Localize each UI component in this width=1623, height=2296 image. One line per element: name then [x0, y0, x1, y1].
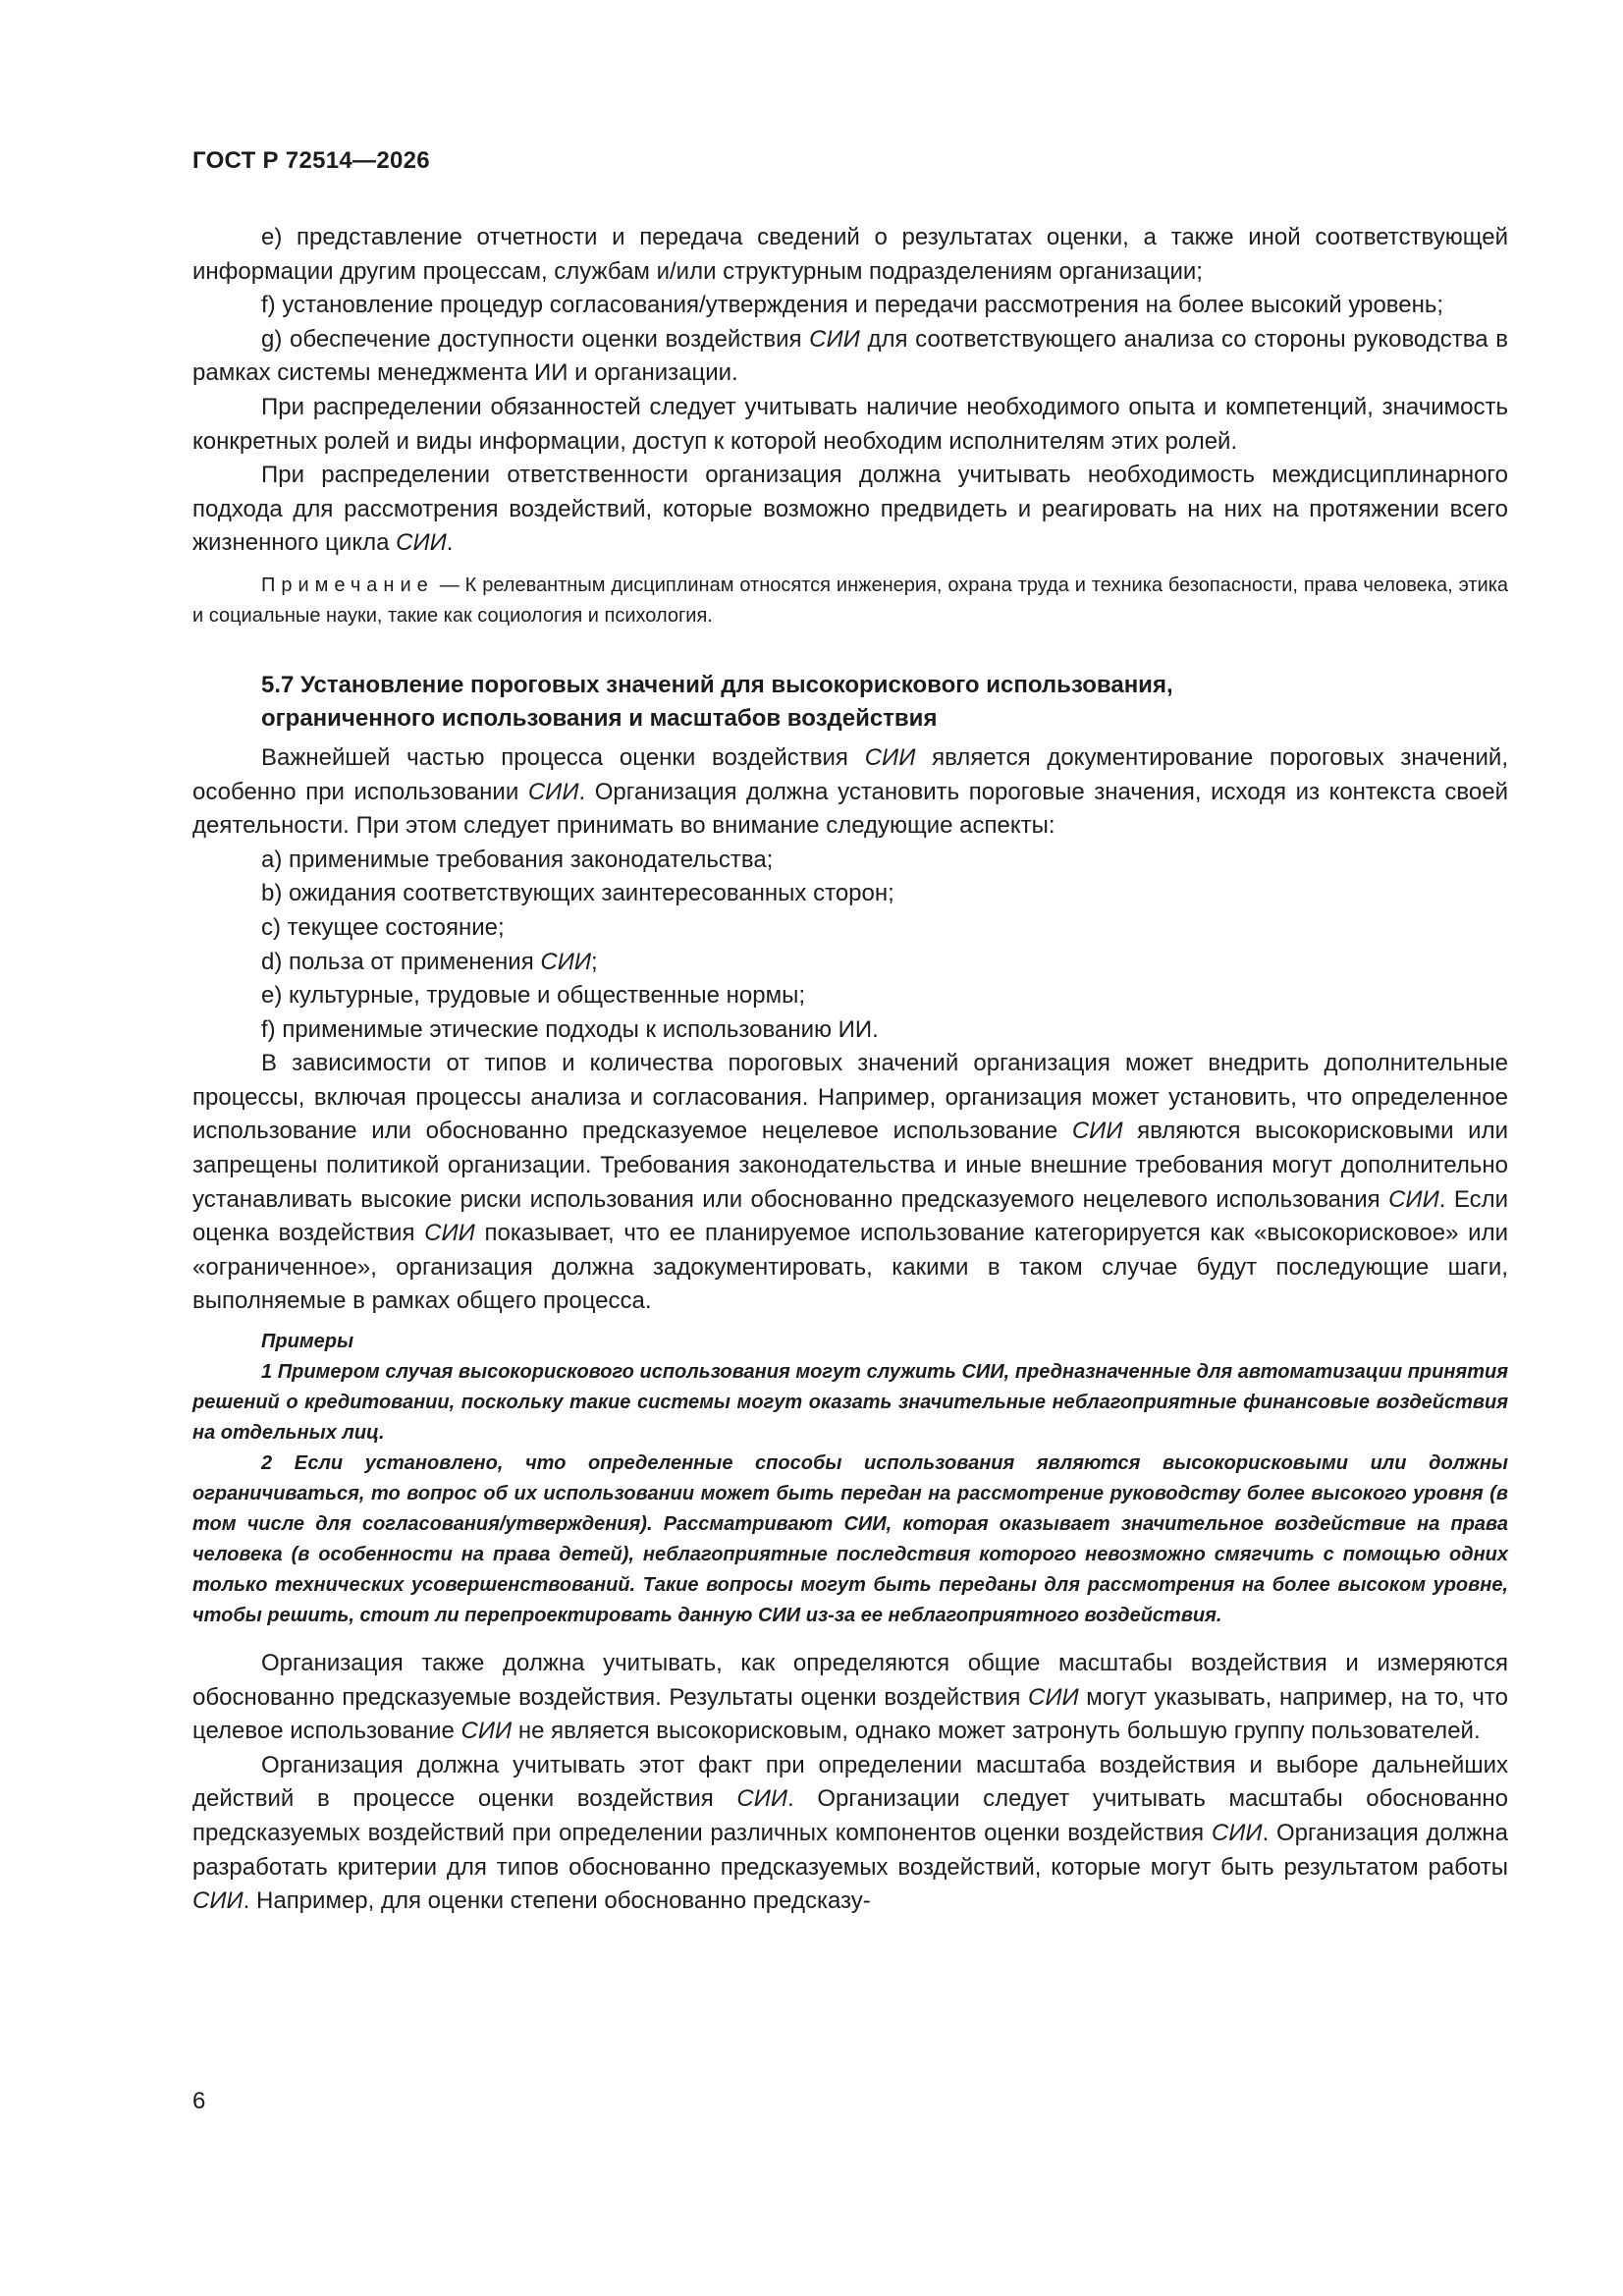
list-item-f: f) установление процедур согласования/утверждения и передачи рассмотрения на более высокий уровень; — [261, 292, 1444, 319]
aspect-f: f) применимые этические подходы к использованию ИИ. — [261, 1015, 879, 1043]
note-block — [192, 571, 1508, 631]
paragraph-scale: Организация также должна учитывать, как определяются общие масштабы воздействия и измеряются обоснованно предсказуемые воздействия. Результаты оценки воздействия СИИ могут указывать, например, на то, что целевое использование СИИ не является высокорисковым, однако может затронуть большую группу пользователей. — [192, 1650, 1508, 1745]
paragraph-duties: При распределении обязанностей следует учитывать наличие необходимого опыта и компетенций, значимость конкретных ролей и виды информации, доступ к которой необходим исполнителям этих ролей. — [192, 393, 1508, 455]
page-content — [192, 221, 1508, 1919]
document-header: ГОСТ Р 72514—2026 — [192, 147, 430, 174]
section-heading: 5.7 Установление пороговых значений для высокорискового использования, ограниченного использования и масштабов воздействия — [261, 671, 1173, 732]
paragraph-threshold-types: В зависимости от типов и количества пороговых значений организация может внедрить дополнительные процессы, включая процессы анализа и согласования. Например, организация может установить, что определенное использование или обоснованно предсказуемое нецелевое использование СИИ являются высокорисковыми или запрещены политикой организации. Требования законодательства и иные внешние требования могут дополнительно устанавливать высокие риски использования или обоснованно предсказуемого нецелевого использования СИИ. Если оценка воздействия СИИ показывает, что ее планируемое использование категорируется как «высокорисковое» или «ограниченное», организация должна задокументировать, какими в таком случае будут последующие шаги, выполняемые в рамках общего процесса. — [192, 1050, 1508, 1315]
note-text: — К релевантным дисциплинам относятся инженерия, охрана труда и техника безопасности, права человека, этика и социальные науки, такие как социология и психология. — [192, 574, 1508, 627]
page-number: 6 — [192, 2088, 206, 2114]
aspect-e: e) культурные, трудовые и общественные нормы; — [261, 982, 806, 1010]
aspect-a: a) применимые требования законодательства; — [261, 846, 774, 873]
example-2: 2 Если установлено, что определенные способы использования являются высокорисковыми или должны ограничиваться, то вопрос об их использовании может быть передан на рассмотрение руководству более высокого уровня (в том числе для согласования/утверждения). Рассматривают СИИ, которая оказывает значительное воздействие на права человека (в особенности на права детей), неблагоприятные последствия которого невозможно смягчить с помощью одних только технических усовершенствований. Такие вопросы могут быть переданы для рассмотрения на более высоком уровне, чтобы решить, стоит ли перепроектировать данную СИИ из-за ее неблагоприятного воздействия. — [192, 1452, 1508, 1627]
aspect-c: c) текущее состояние; — [261, 913, 505, 941]
aspect-d: d) польза от применения СИИ; — [261, 948, 598, 975]
paragraph-thresholds: Важнейшей частью процесса оценки воздействия СИИ является документирование пороговых значений, особенно при использовании СИИ. Организация должна установить пороговые значения, исходя из контекста своей деятельности. При этом следует принимать во внимание следующие аспекты: — [192, 743, 1509, 840]
paragraph-fact: Организация должна учитывать этот факт при определении масштаба воздействия и выборе дальнейших действий в процессе оценки воздействия СИИ. Организации следует учитывать масштабы обоснованно предсказуемых воздействий при определении различных компонентов оценки воздействия СИИ. Организация должна разработать критерии для типов обоснованно предсказуемых воздействий, которые могут быть результатом работы СИИ. Например, для оценки степени обоснованно предсказу- — [192, 1751, 1508, 1915]
note-label: Примечание — [261, 574, 434, 596]
examples-heading: Примеры — [261, 1331, 354, 1353]
list-item-g: g) обеспечение доступности оценки воздействия СИИ для соответствующего анализа со стороны руководства в рамках системы менеджмента ИИ и организации. — [192, 325, 1508, 387]
aspect-b: b) ожидания соответствующих заинтересованных сторон; — [261, 880, 894, 907]
section-number: 5.7 — [261, 671, 295, 698]
list-item-e: e) представление отчетности и передача сведений о результатах оценки, а также иной соответствующей информации другим процессам, службам и/или структурным подразделениям организации; — [192, 224, 1508, 285]
paragraph-responsibility: При распределении ответственности организация должна учитывать необходимость междисциплинарного подхода для рассмотрения воздействий, которые возможно предвидеть и реагировать на них на протяжении всего жизненного цикла СИИ. — [192, 462, 1508, 557]
examples-block — [192, 1327, 1508, 1631]
example-1: 1 Примером случая высокорискового использования могут служить СИИ, предназначенные для автоматизации принятия решений о кредитовании, поскольку такие системы могут оказать значительные неблагоприятные финансовые воздействия на отдельных лиц. — [192, 1361, 1508, 1445]
